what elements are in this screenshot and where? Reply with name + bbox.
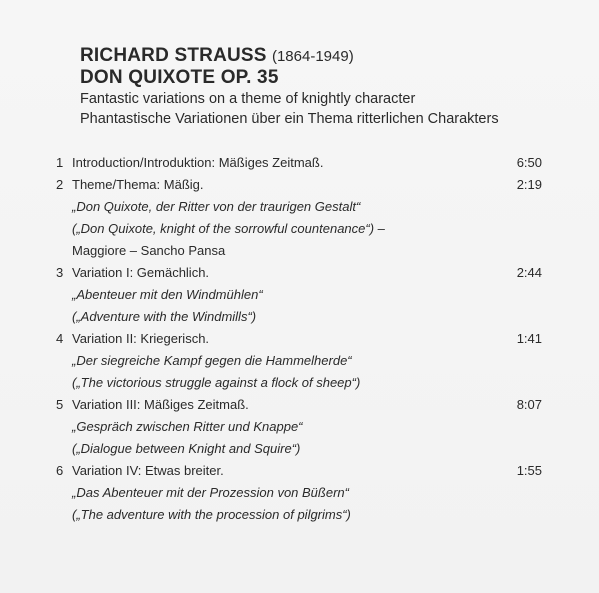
track-title: Variation II: Kriegerisch. [72,331,210,346]
track-number: 1 [56,155,64,170]
track-duration: 2:19 [516,177,542,192]
track-title: Variation III: Mäßiges Zeitmaß. [72,397,249,412]
track-note-german: „Don Quixote, der Ritter von der traurigen Gestalt“ [72,199,361,214]
track-3 [56,262,546,328]
track-duration: 8:07 [516,397,542,412]
track-number: 3 [56,265,64,280]
track-duration: 1:55 [516,463,542,478]
track-row [56,262,546,284]
track-row [56,328,546,350]
subtitle-german: Phantastische Variationen über ein Thema ritterlichen Charakters [80,111,499,127]
track-note-german: „Der siegreiche Kampf gegen die Hammelherde“ [72,353,352,368]
track-note-english: („Don Quixote, knight of the sorrowful countenance“) [72,221,375,236]
track-note-german: „Abenteuer mit den Windmühlen“ [72,287,263,302]
track-note-english: („The victorious struggle against a flock of sheep“) [72,375,361,390]
track-duration: 2:44 [516,265,542,280]
track-note-english: („Adventure with the Windmills“) [72,309,257,324]
track-row [56,394,546,416]
track-number: 5 [56,397,64,412]
track-title: Theme/Thema: Mäßig. [72,177,204,192]
track-duration: 1:41 [516,331,542,346]
work-title: DON QUIXOTE OP. 35 [80,67,279,88]
track-note-english-line [56,218,546,240]
composer-dates: (1864-1949) [271,48,354,65]
track-note-german: „Gespräch zwischen Ritter und Knappe“ [72,419,303,434]
track-title: Variation IV: Etwas breiter. [72,463,224,478]
track-number: 2 [56,177,64,192]
track-row [56,460,546,482]
track-row [56,152,546,174]
track-title: Introduction/Introduktion: Mäßiges Zeitmaß. [72,155,324,170]
header [80,45,580,129]
track-duration: 6:50 [516,155,542,170]
track-5 [56,394,546,460]
track-note-extra: Maggiore – Sancho Pansa [72,243,226,258]
subtitle-english: Fantastic variations on a theme of knightly character [80,91,416,107]
composer-name: RICHARD STRAUSS [80,45,267,66]
track-number: 6 [56,463,64,478]
track-note-english: („The adventure with the procession of pilgrims“) [72,507,351,522]
track-note-dash: – [374,221,385,236]
track-title: Variation I: Gemächlich. [72,265,210,280]
composer-line [80,45,580,67]
track-row [56,174,546,196]
track-4 [56,328,546,394]
track-6 [56,460,546,526]
track-number: 4 [56,331,64,346]
track-1 [56,152,546,174]
track-list [56,152,546,526]
track-note-german: „Das Abenteuer mit der Prozession von Büßern“ [72,485,349,500]
track-note-english: („Dialogue between Knight and Squire“) [72,441,301,456]
track-2 [56,174,546,262]
